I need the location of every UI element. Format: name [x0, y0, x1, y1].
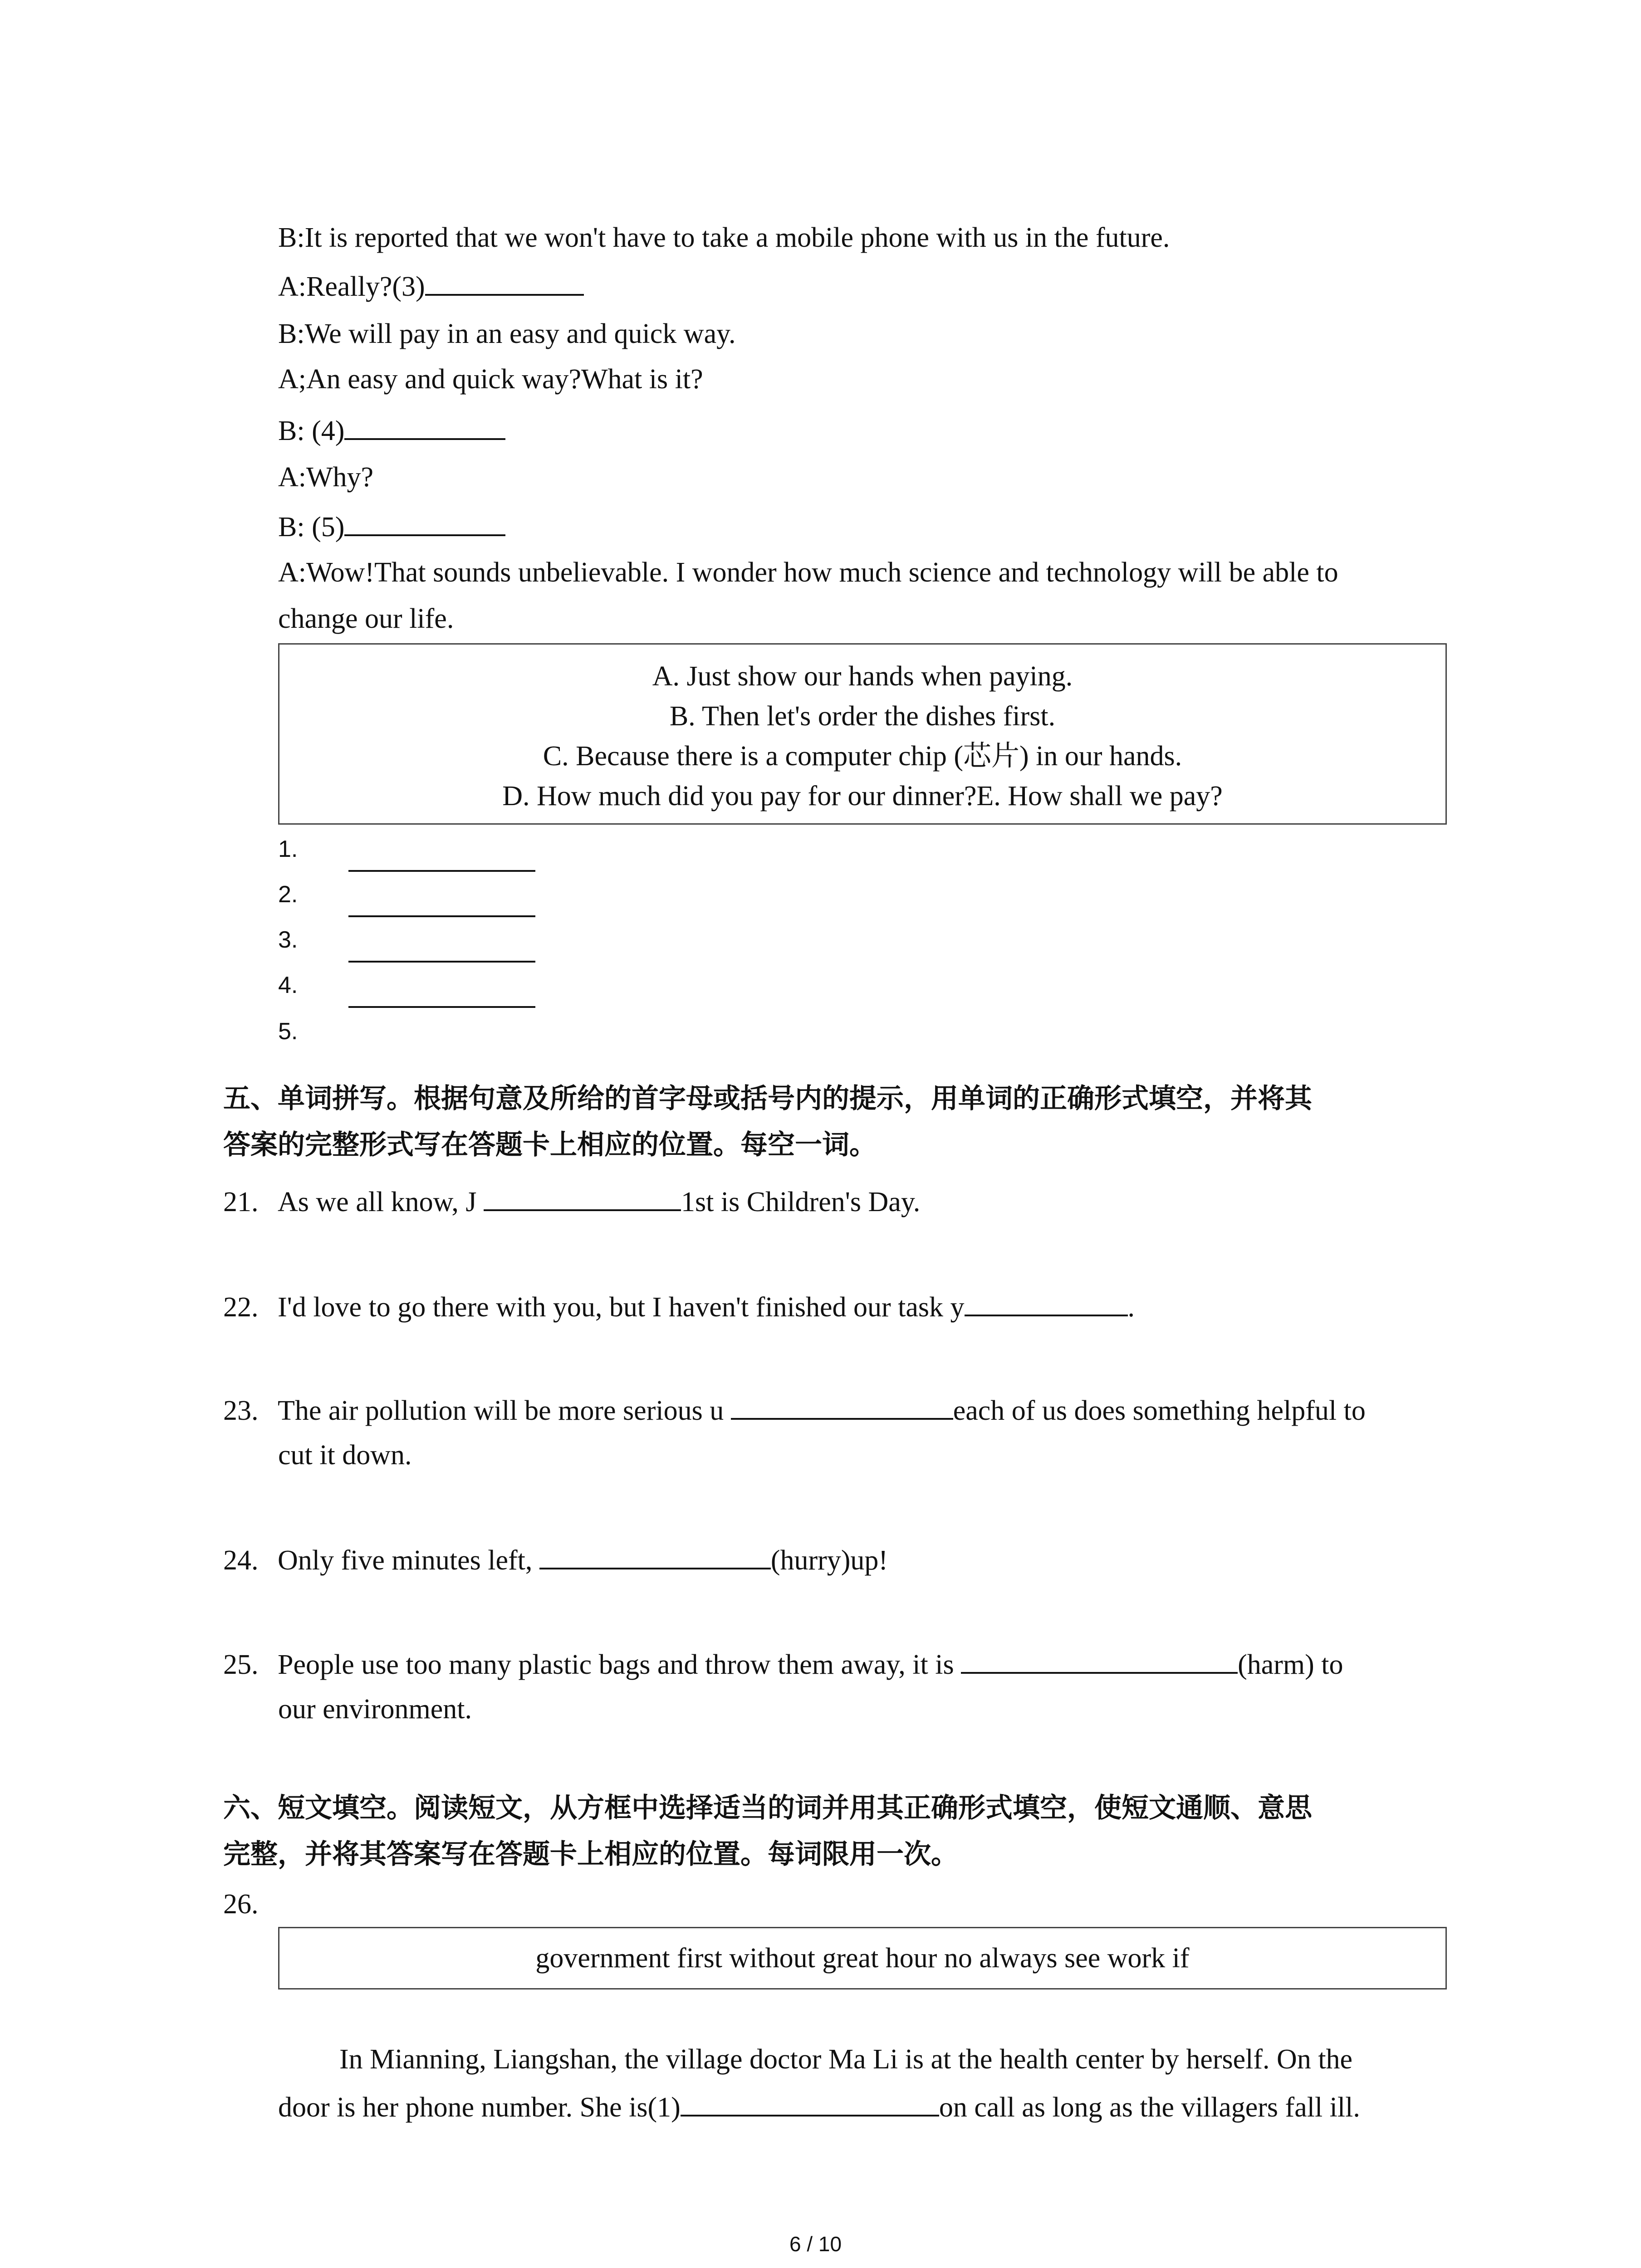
answer-number: 1. — [278, 836, 298, 862]
question-number: 25. — [223, 1649, 259, 1680]
answer-blank-4[interactable] — [344, 412, 505, 440]
question-number: 23. — [223, 1395, 259, 1426]
question-number: 22. — [223, 1292, 259, 1323]
dialogue-text: A:Wow!That sounds unbelievable. I wonder how much science and technology will be able to — [278, 557, 1338, 588]
question-text: I'd love to go there with you, but I haven't finished our task y — [278, 1292, 965, 1323]
dialogue-line-6 — [278, 459, 373, 495]
answer-line-4[interactable] — [348, 1006, 535, 1008]
answer-blank-21[interactable] — [484, 1183, 681, 1211]
section-6-heading-line-1: 六、短文填空。阅读短文，从方框中选择适当的词并用其正确形式填空，使短文通顺、意思 — [223, 1792, 1312, 1824]
answer-number: 4. — [278, 972, 298, 998]
question-text: People use too many plastic bags and throw them away, it is — [278, 1649, 961, 1680]
question-25-continuation: our environment. — [278, 1694, 472, 1725]
question-text: (hurry)up! — [770, 1545, 888, 1576]
answer-list-item-1 — [278, 836, 298, 863]
section-5-heading-line-1: 五、单词拼写。根据句意及所给的首字母或括号内的提示，用单词的正确形式填空，并将其 — [223, 1083, 1312, 1114]
answer-line-3[interactable] — [348, 961, 535, 963]
question-23 — [223, 1392, 1366, 1429]
question-text: The air pollution will be more serious u — [278, 1395, 731, 1426]
passage-text: on call as long as the villagers fall ill. — [939, 2092, 1360, 2123]
answer-list-item-4 — [278, 972, 298, 999]
passage-line-1: In Mianning, Liangshan, the village doctor Ma Li is at the health center by herself. On the — [339, 2044, 1353, 2075]
question-text: (harm) to — [1238, 1649, 1343, 1680]
answer-number: 3. — [278, 927, 298, 953]
question-text: As we all know, J — [278, 1187, 484, 1217]
answer-number: 2. — [278, 881, 298, 908]
answer-blank-25[interactable] — [961, 1646, 1238, 1674]
options-box — [278, 643, 1447, 825]
dialogue-line-9 — [278, 601, 454, 637]
page-number: 6 / 10 — [789, 2232, 842, 2256]
option-a: A. Just show our hands when paying. — [652, 661, 1073, 692]
dialogue-text: B:It is reported that we won't have to take a mobile phone with us in the future. — [278, 222, 1170, 253]
answer-list-item-5 — [278, 1018, 298, 1045]
question-22 — [223, 1288, 1135, 1325]
answer-blank-26-1[interactable] — [681, 2088, 939, 2116]
dialogue-line-7 — [278, 508, 505, 545]
option-b: B. Then let's order the dishes first. — [669, 701, 1056, 732]
word-box-text: government first without great hour no always see work if — [535, 1943, 1190, 1974]
dialogue-line-1 — [278, 220, 1170, 256]
dialogue-text: A:Really?(3) — [278, 271, 425, 302]
section-5-heading-line-2: 答案的完整形式写在答题卡上相应的位置。每空一词。 — [223, 1129, 877, 1161]
word-box — [278, 1927, 1447, 1989]
answer-blank-22[interactable] — [965, 1288, 1128, 1316]
question-text: each of us does something helpful to — [953, 1395, 1366, 1426]
option-c: C. Because there is a computer chip (芯片) in our hands. — [543, 741, 1182, 772]
answer-blank-23[interactable] — [731, 1392, 953, 1420]
answer-list-item-2 — [278, 881, 298, 908]
dialogue-line-4 — [278, 361, 703, 397]
question-text: 1st is Children's Day. — [681, 1187, 921, 1217]
question-text: Only five minutes left, — [278, 1545, 539, 1576]
dialogue-line-5 — [278, 412, 505, 449]
dialogue-text: change our life. — [278, 603, 454, 634]
option-d-e: D. How much did you pay for our dinner?E. How shall we pay? — [502, 781, 1223, 811]
passage-line-2 — [278, 2088, 1360, 2126]
question-23-continuation: cut it down. — [278, 1440, 412, 1471]
passage-text: door is her phone number. She is(1) — [278, 2092, 681, 2123]
answer-blank-5[interactable] — [344, 508, 505, 536]
question-text: . — [1127, 1292, 1135, 1323]
question-25 — [223, 1646, 1343, 1683]
answer-number: 5. — [278, 1018, 298, 1045]
dialogue-line-3 — [278, 316, 736, 352]
answer-blank-24[interactable] — [539, 1541, 771, 1569]
question-number: 24. — [223, 1545, 259, 1576]
section-6-heading-line-2: 完整，并将其答案写在答题卡上相应的位置。每词限用一次。 — [223, 1838, 958, 1870]
answer-line-1[interactable] — [348, 870, 535, 872]
question-26-number: 26. — [223, 1889, 259, 1920]
dialogue-line-8 — [278, 554, 1338, 591]
dialogue-text: A:Why? — [278, 462, 374, 493]
dialogue-text: B:We will pay in an easy and quick way. — [278, 318, 736, 349]
question-21 — [223, 1183, 920, 1220]
dialogue-text: B: (5) — [278, 512, 345, 543]
question-number: 21. — [223, 1187, 259, 1217]
dialogue-line-2 — [278, 268, 584, 305]
answer-blank-3[interactable] — [425, 268, 584, 296]
question-24 — [223, 1541, 888, 1579]
answer-line-2[interactable] — [348, 915, 535, 917]
dialogue-text: B: (4) — [278, 415, 345, 446]
answer-list-item-3 — [278, 926, 298, 953]
dialogue-text: A;An easy and quick way?What is it? — [278, 364, 703, 395]
